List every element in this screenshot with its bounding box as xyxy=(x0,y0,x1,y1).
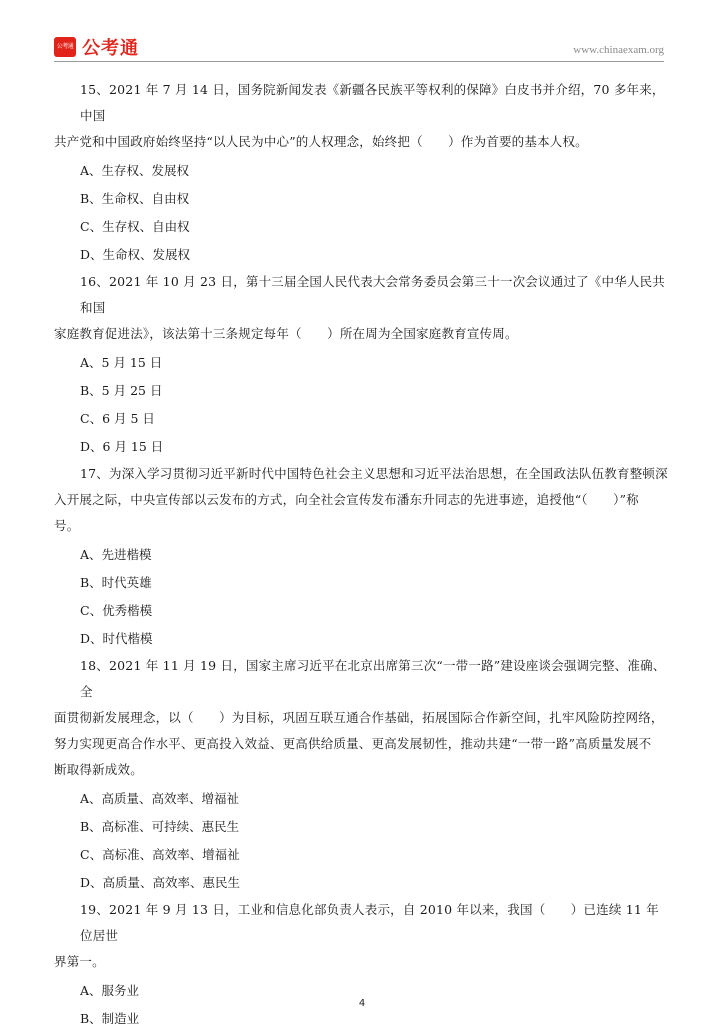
stem-line: 入开展之际，中央宣传部以云发布的方式，向全社会宣传发布潘东升同志的先进事迹，追授他“（ ）”称 xyxy=(54,492,639,507)
option-d: D、6 月 15 日 xyxy=(80,439,164,454)
question-stem xyxy=(54,653,670,783)
option-b: B、制造业 xyxy=(80,1011,140,1026)
question-18 xyxy=(54,653,670,897)
stem-line: 共产党和中国政府始终坚持“以人民为中心”的人权理念，始终把（ ）作为首要的基本人权。 xyxy=(54,134,588,149)
stem-line: 界第一。 xyxy=(54,954,105,969)
option-d: D、时代楷模 xyxy=(80,631,153,646)
stem-line: 家庭教育促进法》，该法第十三条规定每年（ ）所在周为全国家庭教育宣传周。 xyxy=(54,326,518,341)
question-stem xyxy=(54,461,670,539)
stem-line: 19、2021 年 9 月 13 日，工业和信息化部负责人表示，自 2010 年以来，我国（ ）已连续 11 年位居世 xyxy=(80,902,659,943)
logo-badge: 公考通 xyxy=(54,37,76,57)
stem-line: 18、2021 年 11 月 19 日，国家主席习近平在北京出席第三次“一带一路”建设座谈会强调完整、准确、全 xyxy=(80,658,666,699)
document-body xyxy=(54,77,670,1033)
option-a: A、先进楷模 xyxy=(80,547,152,562)
option-b: B、高标准、可持续、惠民生 xyxy=(80,819,240,834)
stem-line: 16、2021 年 10 月 23 日，第十三届全国人民代表大会常务委员会第三十一次会议通过了《中华人民共和国 xyxy=(80,274,665,315)
stem-line: 15、2021 年 7 月 14 日，国务院新闻发表《新疆各民族平等权利的保障》白皮书并介绍，70 多年来，中国 xyxy=(80,82,665,123)
option-b: B、生命权、自由权 xyxy=(80,191,190,206)
site-url: www.chinaexam.org xyxy=(573,44,664,56)
option-a: A、5 月 15 日 xyxy=(80,355,163,370)
question-19 xyxy=(54,897,670,1033)
question-stem xyxy=(54,269,670,347)
page-header xyxy=(54,34,664,60)
stem-line: 断取得新成效。 xyxy=(54,762,143,777)
option-c: C、优秀楷模 xyxy=(80,603,153,618)
question-stem xyxy=(54,77,670,155)
stem-line: 面贯彻新发展理念，以（ ）为目标，巩固互联互通合作基础，拓展国际合作新空间，扎牢风险防控网络， xyxy=(54,710,664,725)
question-17 xyxy=(54,461,670,653)
question-stem xyxy=(54,897,670,975)
logo-name: 公考通 xyxy=(82,38,139,59)
logo xyxy=(54,34,139,60)
stem-line: 17、为深入学习贯彻习近平新时代中国特色社会主义思想和习近平法治思想，在全国政法队伍教育整顿深 xyxy=(80,466,668,481)
option-b: B、5 月 25 日 xyxy=(80,383,163,398)
header-divider xyxy=(54,61,664,62)
option-d: D、生命权、发展权 xyxy=(80,247,191,262)
option-c: C、6 月 5 日 xyxy=(80,411,155,426)
question-15 xyxy=(54,77,670,269)
option-a: A、高质量、高效率、增福祉 xyxy=(80,791,240,806)
option-b: B、时代英雄 xyxy=(80,575,152,590)
option-d: D、高质量、高效率、惠民生 xyxy=(80,875,241,890)
option-a: A、服务业 xyxy=(80,983,140,998)
question-16 xyxy=(54,269,670,461)
option-a: A、生存权、发展权 xyxy=(80,163,190,178)
page-number: 4 xyxy=(358,998,366,1009)
option-c: C、高标准、高效率、增福祉 xyxy=(80,847,240,862)
stem-line: 努力实现更高合作水平、更高投入效益、更高供给质量、更高发展韧性，推动共建“一带一路”高质量发展不 xyxy=(54,736,652,751)
option-c: C、生存权、自由权 xyxy=(80,219,190,234)
stem-line: 号。 xyxy=(54,518,80,533)
